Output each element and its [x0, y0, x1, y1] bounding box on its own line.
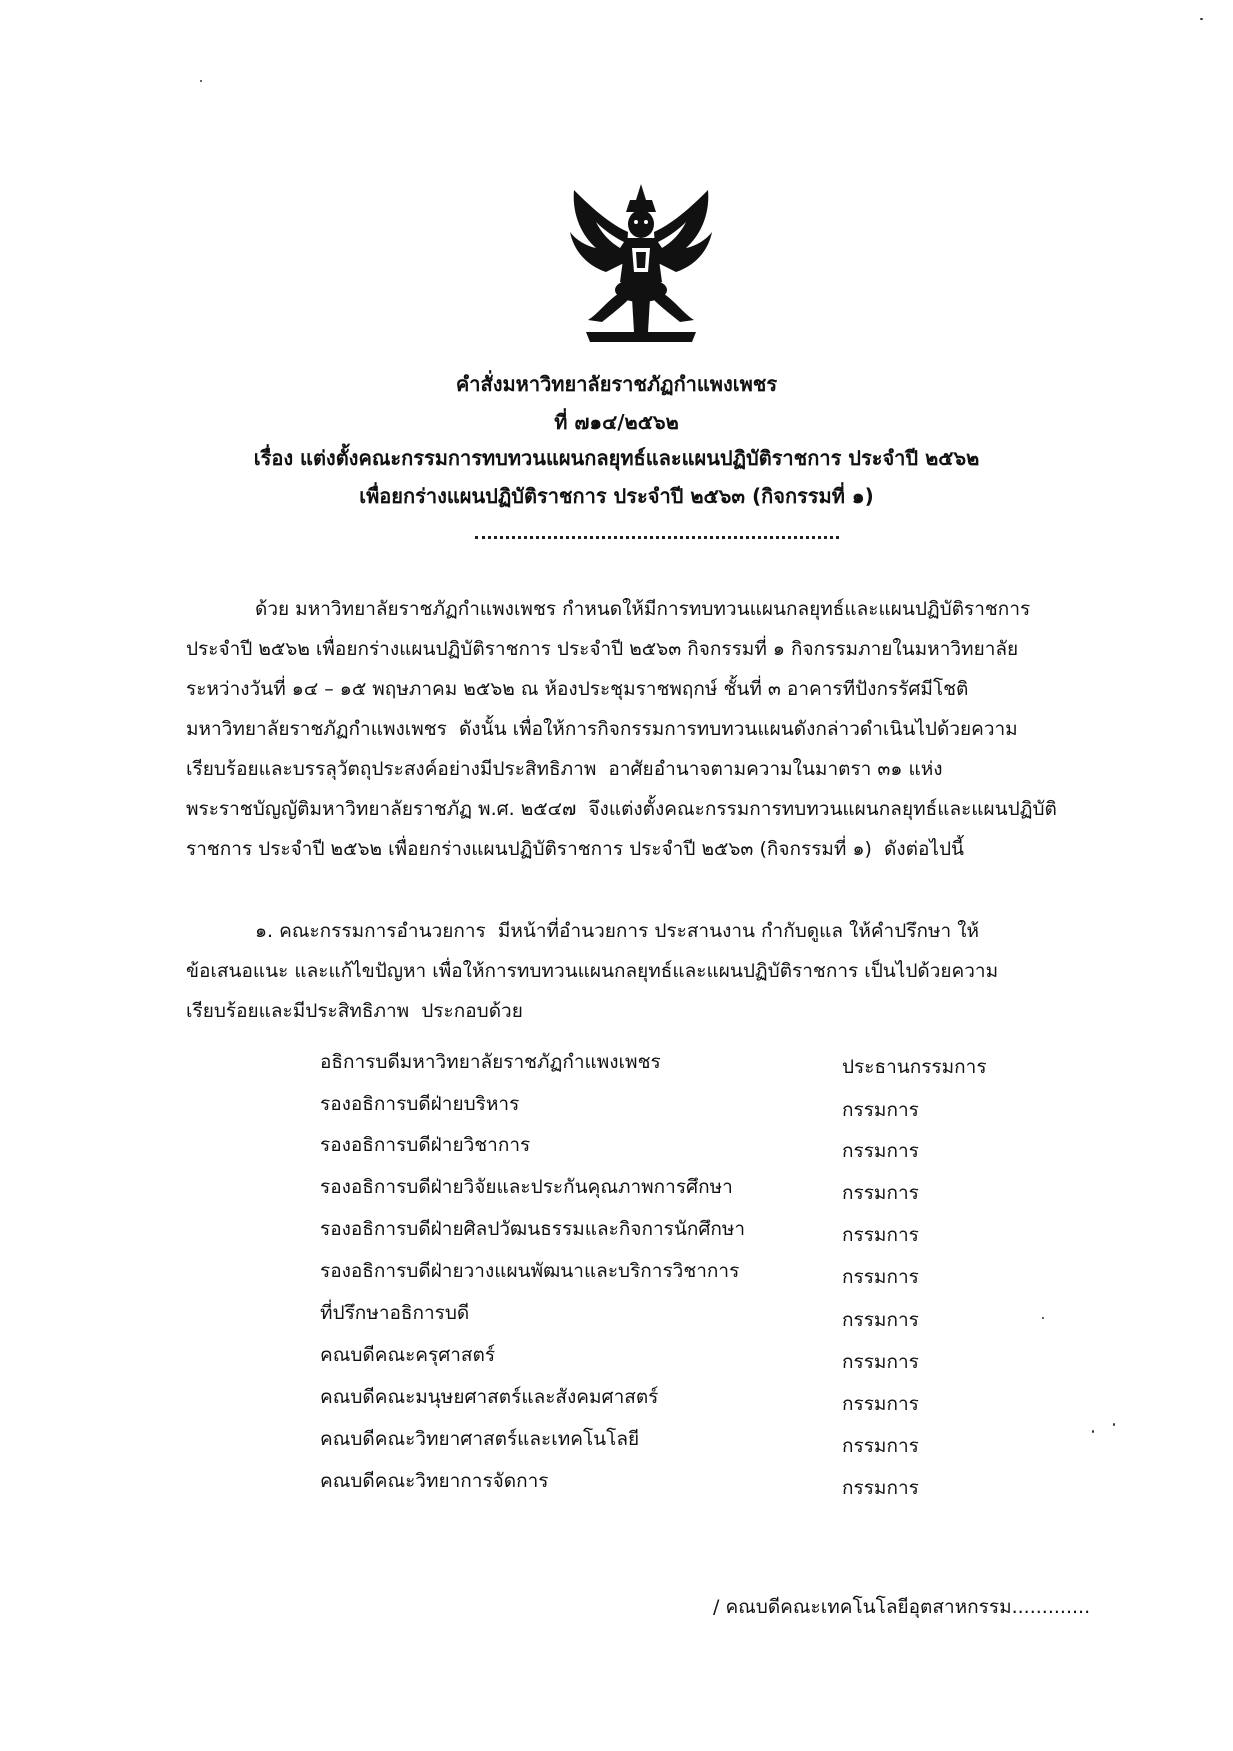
member-role: กรรมการ [842, 1351, 919, 1373]
member-name: คณบดีคณะวิทยาศาสตร์และเทคโนโลยี [320, 1428, 640, 1450]
section1-line: เรียบร้อยและมีประสิทธิภาพ ประกอบด้วย [186, 1000, 523, 1022]
member-role: ประธานกรรมการ [842, 1056, 987, 1078]
member-name: รองอธิการบดีฝ่ายบริหาร [320, 1093, 520, 1115]
scan-speck [1113, 1423, 1115, 1426]
subject-line-2: เพื่อยกร่างแผนปฏิบัติราชการ ประจำปี ๒๕๖๓ (กิจกรรมที่ ๑) [359, 484, 874, 508]
intro-line: ระหว่างวันที่ ๑๔ – ๑๕ พฤษภาคม ๒๕๖๒ ณ ห้องประชุมราชพฤกษ์ ชั้นที่ ๓ อาคารทีปังกรรัศมีโชติ [186, 678, 969, 700]
member-name: คณบดีคณะครุศาสตร์ [320, 1344, 496, 1366]
subject-line-1: เรื่อง แต่งตั้งคณะกรรมการทบทวนแผนกลยุทธ์และแผนปฏิบัติราชการ ประจำปี ๒๕๖๒ [253, 446, 980, 470]
order-number: ที่ ๗๑๔/๒๕๖๒ [554, 410, 679, 434]
scan-speck [1042, 1317, 1044, 1319]
intro-line: ประจำปี ๒๕๖๒ เพื่อยกร่างแผนปฏิบัติราชการ ประจำปี ๒๕๖๓ กิจกรรมที่ ๑ กิจกรรมภายในมหาวิทยาลัย [186, 638, 1019, 660]
member-role: กรรมการ [842, 1435, 919, 1457]
garuda-emblem-icon [566, 182, 716, 350]
section1-line: ๑. คณะกรรมการอำนวยการ มีหน้าที่อำนวยการ ประสานงาน กำกับดูแล ให้คำปรึกษา ให้ [255, 920, 980, 942]
member-role: กรรมการ [842, 1393, 919, 1415]
member-name: อธิการบดีมหาวิทยาลัยราชภัฏกำแพงเพชร [320, 1051, 661, 1073]
member-role: กรรมการ [842, 1182, 919, 1204]
member-name: คณบดีคณะวิทยาการจัดการ [320, 1470, 549, 1492]
member-name: รองอธิการบดีฝ่ายศิลปวัฒนธรรมและกิจการนักศึกษา [320, 1218, 746, 1240]
intro-line: เรียบร้อยและบรรลุวัตถุประสงค์อย่างมีประสิทธิภาพ อาศัยอำนาจตามความในมาตรา ๓๑ แห่ง [186, 758, 943, 780]
member-name: รองอธิการบดีฝ่ายวิจัยและประกันคุณภาพการศึกษา [320, 1176, 733, 1198]
order-title: คำสั่งมหาวิทยาลัยราชภัฏกำแพงเพชร [455, 372, 778, 396]
member-role: กรรมการ [842, 1224, 919, 1246]
scan-speck [1092, 1430, 1094, 1433]
intro-line: ด้วย มหาวิทยาลัยราชภัฏกำแพงเพชร กำหนดให้มีการทบทวนแผนกลยุทธ์และแผนปฏิบัติราชการ [255, 598, 1031, 620]
member-role: กรรมการ [842, 1477, 919, 1499]
scan-speck [1200, 18, 1203, 20]
continuation-note: / คณบดีคณะเทคโนโลยีอุตสาหกรรม............. [713, 1596, 1091, 1618]
member-name: รองอธิการบดีฝ่ายวิชาการ [320, 1134, 531, 1156]
member-name: คณบดีคณะมนุษยศาสตร์และสังคมศาสตร์ [320, 1386, 659, 1408]
member-role: กรรมการ [842, 1309, 919, 1331]
member-role: กรรมการ [842, 1140, 919, 1162]
title-divider [475, 536, 839, 539]
section1-line: ข้อเสนอแนะ และแก้ไขปัญหา เพื่อให้การทบทวนแผนกลยุทธ์และแผนปฏิบัติราชการ เป็นไปด้วยความ [186, 960, 999, 982]
scan-speck [200, 80, 202, 82]
intro-line: พระราชบัญญัติมหาวิทยาลัยราชภัฏ พ.ศ. ๒๕๔๗ จึงแต่งตั้งคณะกรรมการทบทวนแผนกลยุทธ์และแผนปฏิบัติ [186, 798, 1057, 820]
member-name: ที่ปรึกษาอธิการบดี [320, 1302, 470, 1324]
member-name: รองอธิการบดีฝ่ายวางแผนพัฒนาและบริการวิชาการ [320, 1260, 740, 1282]
member-role: กรรมการ [842, 1266, 919, 1288]
intro-line: ราชการ ประจำปี ๒๕๖๒ เพื่อยกร่างแผนปฏิบัติราชการ ประจำปี ๒๕๖๓ (กิจกรรมที่ ๑) ดังต่อไปนี้ [186, 838, 965, 860]
member-role: กรรมการ [842, 1099, 919, 1121]
intro-line: มหาวิทยาลัยราชภัฏกำแพงเพชร ดังนั้น เพื่อให้การกิจกรรมการทบทวนแผนดังกล่าวดำเนินไปด้วยความ [186, 718, 1018, 740]
